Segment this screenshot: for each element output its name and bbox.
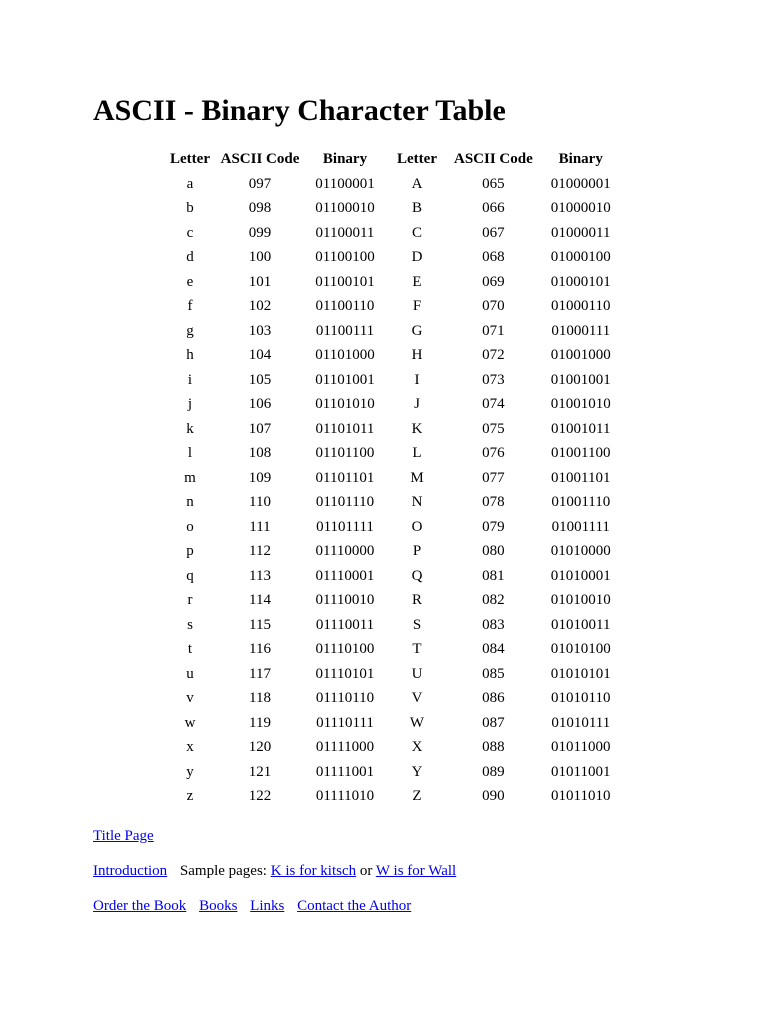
- cell-ascii-code-upper: 066: [482, 200, 505, 217]
- cell-binary-lower: 01110011: [315, 616, 375, 633]
- table-row: [165, 246, 624, 271]
- nav-row-main: [93, 896, 411, 916]
- table-row: [165, 564, 624, 589]
- cell-binary-upper: 01011001: [551, 763, 611, 780]
- table-row: [165, 393, 624, 418]
- cell-letter-lower: j: [187, 396, 193, 413]
- cell-letter-upper: Z: [412, 788, 422, 805]
- cell-letter-upper: U: [411, 665, 423, 682]
- cell-binary-upper: 01001000: [550, 347, 611, 364]
- cell-letter-lower: o: [186, 518, 194, 535]
- cell-ascii-code-upper: 067: [482, 224, 505, 241]
- cell-ascii-code-lower: 121: [248, 763, 272, 780]
- cell-ascii-code-upper: 079: [482, 518, 505, 535]
- cell-letter-upper: K: [411, 420, 423, 437]
- cell-binary-lower: 01100001: [315, 175, 375, 192]
- cell-letter-lower: e: [186, 273, 194, 290]
- cell-letter-upper: X: [411, 739, 423, 756]
- cell-binary-lower: 01101011: [315, 420, 375, 437]
- cell-binary-upper: 01010010: [550, 592, 611, 609]
- cell-letter-upper: F: [412, 298, 422, 315]
- title-page-link[interactable]: Title Page: [93, 828, 154, 844]
- cell-ascii-code-lower: 097: [248, 175, 272, 192]
- cell-binary-lower: 01101010: [315, 396, 375, 413]
- cell-ascii-code-lower: 103: [248, 322, 272, 339]
- table-row: [165, 344, 624, 369]
- cell-ascii-code-lower: 101: [248, 273, 272, 290]
- cell-binary-lower: 01101110: [315, 494, 375, 511]
- cell-binary-upper: 01000110: [551, 298, 611, 315]
- cell-ascii-code-lower: 114: [249, 592, 271, 609]
- table-row: [165, 785, 624, 810]
- sample-pages-label: Sample pages:: [179, 863, 267, 879]
- cell-letter-upper: E: [412, 273, 422, 290]
- cell-ascii-code-lower: 115: [249, 616, 271, 633]
- cell-ascii-code-upper: 078: [482, 494, 505, 511]
- cell-letter-lower: q: [186, 567, 194, 584]
- cell-letter-lower: i: [187, 371, 193, 388]
- cell-letter-upper: A: [411, 175, 423, 192]
- cell-ascii-code-upper: 070: [482, 298, 505, 315]
- cell-binary-lower: 01101111: [316, 518, 374, 535]
- table-row: [165, 662, 624, 687]
- table-row: [165, 515, 624, 540]
- cell-letter-lower: d: [186, 249, 194, 266]
- cell-binary-lower: 01100110: [315, 298, 375, 315]
- cell-binary-lower: 01101001: [315, 371, 375, 388]
- cell-letter-upper: P: [412, 543, 422, 560]
- cell-binary-upper: 01000111: [551, 322, 611, 339]
- or-text: or: [359, 863, 373, 879]
- cell-letter-upper: H: [411, 347, 423, 364]
- cell-binary-upper: 01010101: [550, 665, 611, 682]
- cell-ascii-code-lower: 119: [249, 714, 271, 731]
- cell-letter-lower: p: [186, 543, 194, 560]
- cell-ascii-code-upper: 065: [482, 175, 505, 192]
- cell-ascii-code-lower: 112: [249, 543, 271, 560]
- table-row: [165, 172, 624, 197]
- table-row: [165, 711, 624, 736]
- cell-letter-upper: Q: [411, 567, 423, 584]
- header-letter-upper: Letter: [397, 150, 437, 167]
- cell-letter-lower: c: [186, 224, 194, 241]
- table-row: [165, 368, 624, 393]
- cell-letter-lower: n: [186, 494, 194, 511]
- table-body: [165, 172, 624, 809]
- table-row: [165, 638, 624, 663]
- cell-ascii-code-lower: 117: [249, 665, 271, 682]
- cell-ascii-code-lower: 120: [248, 739, 272, 756]
- cell-ascii-code-upper: 073: [482, 371, 505, 388]
- cell-ascii-code-upper: 084: [482, 641, 505, 658]
- header-ascii-code-lower: ASCII Code: [220, 150, 300, 167]
- cell-ascii-code-upper: 075: [482, 420, 505, 437]
- cell-binary-lower: 01111000: [315, 739, 375, 756]
- cell-letter-lower: y: [186, 763, 194, 780]
- table-row: [165, 295, 624, 320]
- cell-ascii-code-upper: 074: [482, 396, 505, 413]
- cell-binary-lower: 01110100: [315, 641, 375, 658]
- cell-ascii-code-lower: 098: [248, 200, 272, 217]
- cell-binary-upper: 01001110: [551, 494, 611, 511]
- cell-binary-upper: 01001010: [550, 396, 611, 413]
- cell-letter-lower: z: [186, 788, 194, 805]
- cell-letter-upper: M: [410, 469, 424, 486]
- cell-ascii-code-lower: 106: [248, 396, 272, 413]
- header-letter-lower: Letter: [170, 150, 210, 167]
- header-binary-upper: Binary: [558, 150, 603, 167]
- cell-ascii-code-lower: 109: [248, 469, 272, 486]
- books-link[interactable]: Books: [199, 898, 238, 914]
- cell-binary-lower: 01110000: [315, 543, 375, 560]
- cell-letter-upper: S: [412, 616, 422, 633]
- cell-binary-upper: 01010110: [551, 690, 611, 707]
- cell-binary-upper: 01011010: [551, 788, 611, 805]
- cell-letter-lower: b: [186, 200, 194, 217]
- cell-binary-lower: 01101000: [315, 347, 375, 364]
- cell-binary-upper: 01000011: [551, 224, 611, 241]
- table-row: [165, 319, 624, 344]
- nav-row-samples: [93, 861, 456, 881]
- cell-ascii-code-lower: 122: [248, 788, 272, 805]
- k-is-for-kitsch-link[interactable]: K is for kitsch: [270, 863, 357, 879]
- cell-letter-lower: t: [187, 641, 193, 658]
- cell-binary-upper: 01000100: [550, 249, 611, 266]
- table-row: [165, 540, 624, 565]
- table-row: [165, 417, 624, 442]
- cell-letter-lower: k: [186, 420, 194, 437]
- cell-binary-lower: 01110110: [315, 690, 375, 707]
- page-title: ASCII - Binary Character Table: [93, 94, 506, 127]
- cell-letter-lower: a: [186, 175, 194, 192]
- cell-letter-upper: G: [411, 322, 423, 339]
- links-link[interactable]: Links: [250, 898, 285, 914]
- cell-letter-lower: s: [187, 616, 193, 633]
- cell-ascii-code-lower: 111: [249, 518, 271, 535]
- cell-ascii-code-upper: 086: [482, 690, 505, 707]
- cell-binary-upper: 01010001: [550, 567, 611, 584]
- cell-letter-upper: N: [411, 494, 423, 511]
- table-row: [165, 221, 624, 246]
- cell-ascii-code-upper: 076: [482, 445, 505, 462]
- cell-ascii-code-upper: 068: [482, 249, 505, 266]
- cell-letter-lower: u: [186, 665, 194, 682]
- cell-ascii-code-upper: 081: [482, 567, 505, 584]
- header-binary-lower: Binary: [322, 150, 368, 167]
- cell-ascii-code-lower: 105: [248, 371, 272, 388]
- cell-binary-lower: 01101101: [315, 469, 375, 486]
- cell-letter-upper: I: [414, 371, 420, 388]
- cell-letter-upper: W: [409, 714, 425, 731]
- cell-binary-lower: 01111001: [315, 763, 375, 780]
- cell-letter-upper: L: [412, 445, 422, 462]
- cell-ascii-code-upper: 072: [482, 347, 505, 364]
- cell-binary-upper: 01001101: [551, 469, 611, 486]
- cell-ascii-code-upper: 090: [482, 788, 505, 805]
- cell-binary-lower: 01110001: [315, 567, 375, 584]
- cell-binary-upper: 01001011: [551, 420, 611, 437]
- table-row: [165, 197, 624, 222]
- cell-binary-upper: 01010111: [551, 714, 611, 731]
- cell-binary-lower: 01100010: [315, 200, 375, 217]
- ascii-binary-table: [165, 146, 624, 809]
- cell-letter-upper: O: [411, 518, 423, 535]
- cell-binary-lower: 01100011: [315, 224, 375, 241]
- cell-ascii-code-upper: 088: [482, 739, 505, 756]
- table-row: [165, 589, 624, 614]
- cell-letter-lower: l: [187, 445, 193, 462]
- cell-binary-upper: 01001100: [551, 445, 611, 462]
- cell-ascii-code-lower: 118: [249, 690, 271, 707]
- cell-ascii-code-lower: 116: [249, 641, 271, 658]
- cell-letter-lower: x: [186, 739, 194, 756]
- cell-binary-lower: 01100101: [315, 273, 375, 290]
- cell-letter-lower: g: [186, 322, 194, 339]
- cell-letter-upper: T: [412, 641, 422, 658]
- cell-binary-lower: 01100100: [315, 249, 375, 266]
- cell-ascii-code-upper: 077: [482, 469, 505, 486]
- cell-letter-upper: V: [411, 690, 423, 707]
- cell-ascii-code-lower: 110: [249, 494, 271, 511]
- cell-ascii-code-upper: 080: [482, 543, 505, 560]
- table-row: [165, 270, 624, 295]
- cell-ascii-code-upper: 087: [482, 714, 505, 731]
- cell-ascii-code-upper: 082: [482, 592, 505, 609]
- cell-binary-upper: 01000101: [550, 273, 611, 290]
- w-is-for-wall-link[interactable]: W is for Wall: [375, 863, 457, 879]
- cell-ascii-code-upper: 069: [482, 273, 505, 290]
- cell-binary-lower: 01100111: [315, 322, 375, 339]
- order-the-book-link[interactable]: Order the Book: [93, 898, 187, 914]
- cell-binary-lower: 01110101: [315, 665, 375, 682]
- cell-ascii-code-upper: 071: [482, 322, 505, 339]
- cell-letter-upper: D: [411, 249, 423, 266]
- cell-binary-lower: 01111010: [315, 788, 375, 805]
- cell-ascii-code-lower: 107: [248, 420, 272, 437]
- cell-binary-upper: 01000010: [550, 200, 611, 217]
- cell-binary-upper: 01010011: [551, 616, 611, 633]
- cell-letter-lower: r: [187, 592, 193, 609]
- cell-letter-lower: h: [186, 347, 194, 364]
- cell-binary-lower: 01101100: [315, 445, 375, 462]
- cell-binary-upper: 01011000: [551, 739, 611, 756]
- cell-letter-upper: J: [414, 396, 420, 413]
- cell-letter-lower: w: [184, 714, 196, 731]
- cell-letter-upper: B: [411, 200, 422, 217]
- table-row: [165, 491, 624, 516]
- cell-ascii-code-upper: 089: [482, 763, 505, 780]
- cell-ascii-code-upper: 085: [482, 665, 505, 682]
- table-row: [165, 442, 624, 467]
- cell-letter-upper: C: [411, 224, 422, 241]
- cell-binary-lower: 01110111: [316, 714, 374, 731]
- table-header-row: [165, 146, 624, 172]
- cell-ascii-code-lower: 100: [248, 249, 272, 266]
- cell-ascii-code-lower: 099: [248, 224, 272, 241]
- table-row: [165, 613, 624, 638]
- cell-letter-lower: f: [187, 298, 193, 315]
- table-row: [165, 466, 624, 491]
- cell-letter-lower: m: [184, 469, 196, 486]
- cell-binary-upper: 01001111: [551, 518, 610, 535]
- cell-letter-upper: R: [411, 592, 422, 609]
- cell-binary-lower: 01110010: [315, 592, 375, 609]
- table-row: [165, 760, 624, 785]
- contact-the-author-link[interactable]: Contact the Author: [297, 898, 412, 914]
- cell-ascii-code-lower: 113: [249, 567, 271, 584]
- cell-ascii-code-lower: 102: [248, 298, 272, 315]
- cell-letter-lower: v: [186, 690, 194, 707]
- cell-letter-upper: Y: [411, 763, 423, 780]
- introduction-link[interactable]: Introduction: [93, 863, 168, 879]
- cell-ascii-code-lower: 104: [248, 347, 272, 364]
- nav-row-title: [93, 826, 154, 846]
- cell-binary-upper: 01000001: [550, 175, 611, 192]
- table-row: [165, 687, 624, 712]
- cell-ascii-code-upper: 083: [482, 616, 505, 633]
- table-row: [165, 736, 624, 761]
- cell-binary-upper: 01010100: [550, 641, 611, 658]
- cell-binary-upper: 01001001: [550, 371, 611, 388]
- cell-binary-upper: 01010000: [550, 543, 611, 560]
- header-ascii-code-upper: ASCII Code: [454, 150, 533, 167]
- cell-ascii-code-lower: 108: [248, 445, 272, 462]
